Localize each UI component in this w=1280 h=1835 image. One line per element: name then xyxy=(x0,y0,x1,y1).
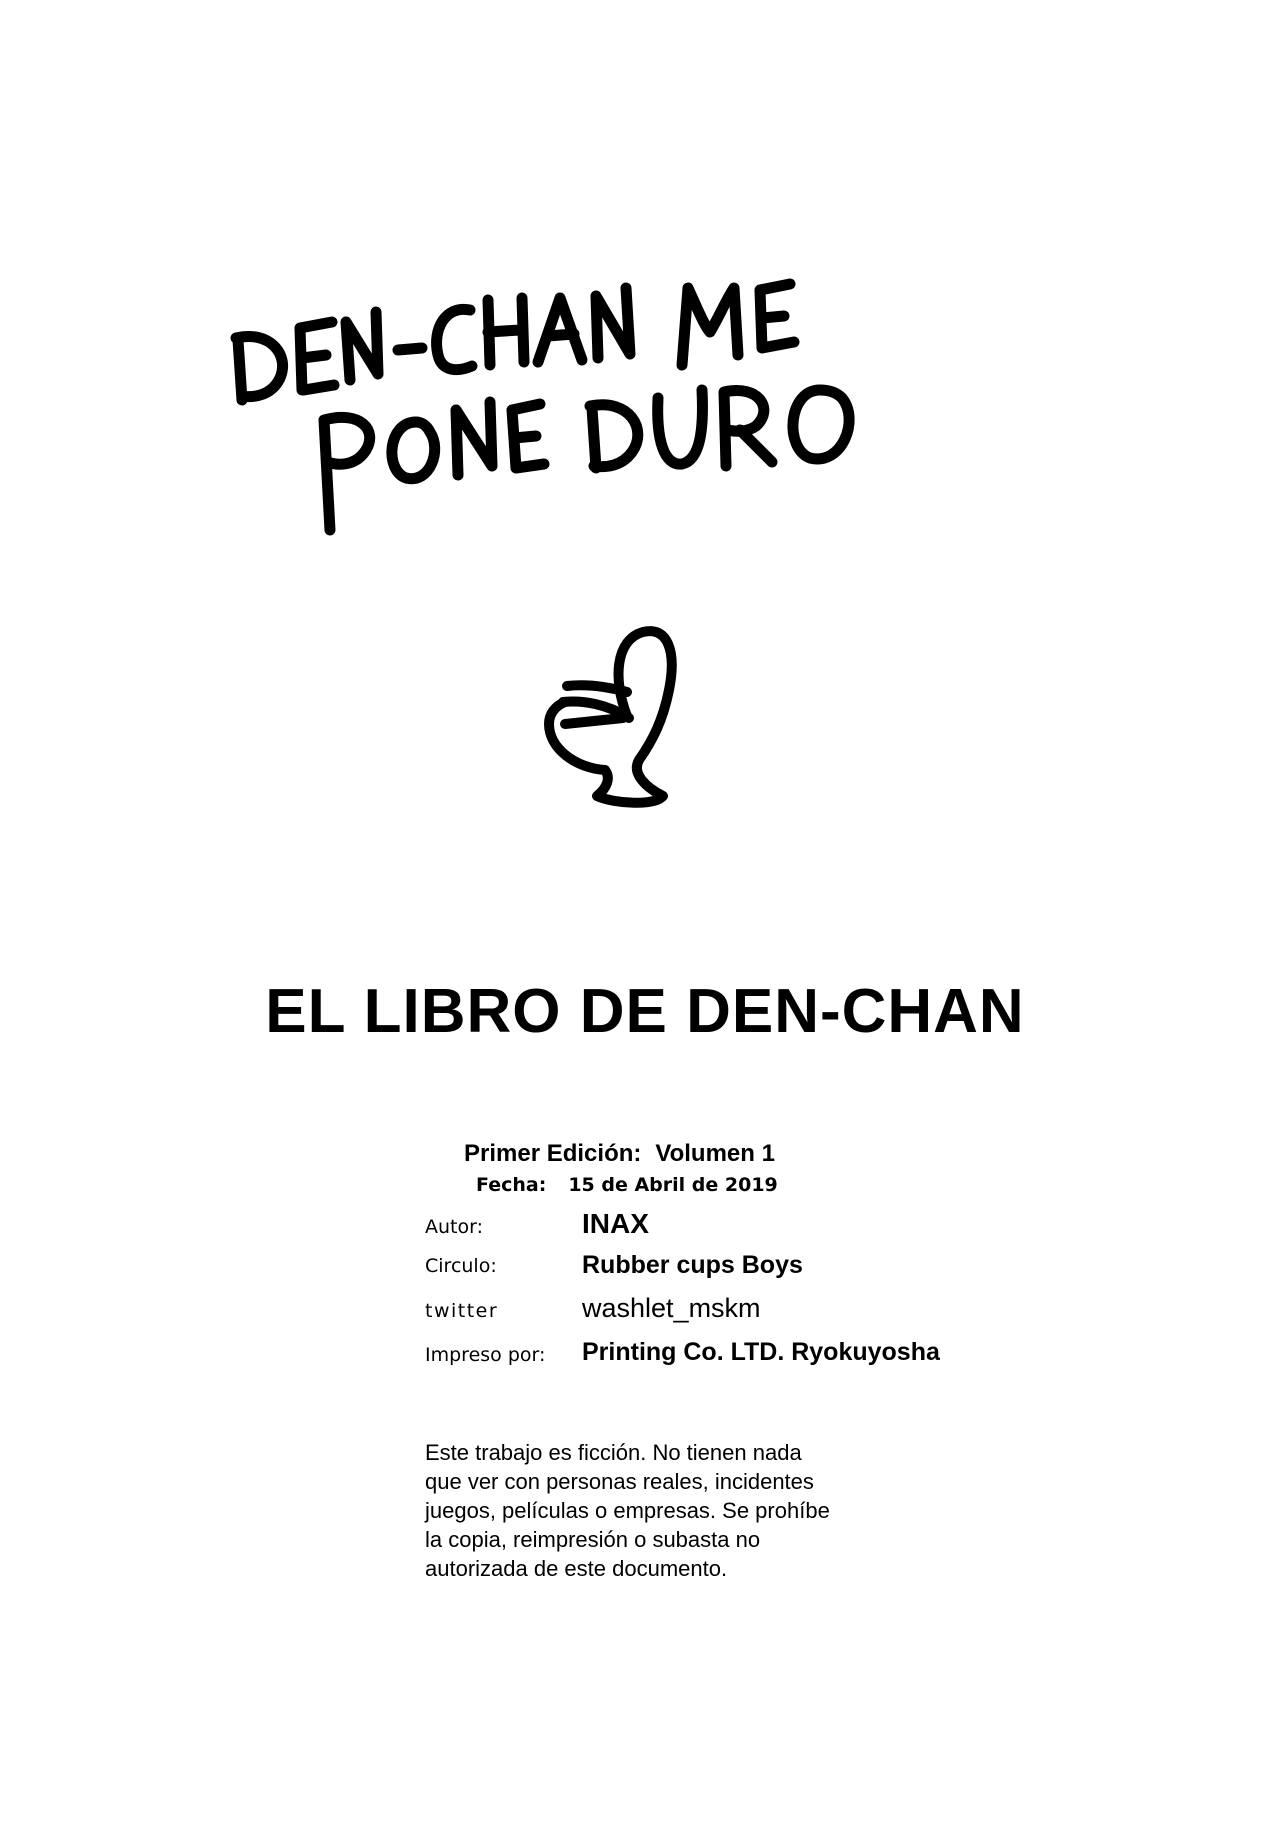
disclaimer xyxy=(425,1438,895,1583)
date-line xyxy=(476,1174,778,1196)
date-label: Fecha: xyxy=(476,1174,547,1196)
edition-line xyxy=(464,1140,775,1168)
printer-label: Impreso por: xyxy=(425,1344,546,1366)
printer-value: Printing Co. LTD. Ryokuyosha xyxy=(582,1338,940,1366)
date-value: 15 de Abril de 2019 xyxy=(568,1174,778,1196)
edition-value: Volumen 1 xyxy=(655,1140,775,1167)
edition-label: Primer Edición: xyxy=(464,1140,642,1167)
disclaimer-line: juegos, películas o empresas. Se prohíbe xyxy=(425,1498,830,1523)
circle-label: Circulo: xyxy=(425,1255,497,1277)
disclaimer-line: autorizada de este documento. xyxy=(425,1556,728,1581)
disclaimer-line: Este trabajo es ficción. No tienen nada xyxy=(425,1440,802,1465)
handwritten-title xyxy=(220,270,940,570)
twitter-label: twitter xyxy=(425,1300,499,1322)
disclaimer-line: la copia, reimpresión o subasta no xyxy=(425,1527,761,1552)
toilet-icon xyxy=(535,620,695,820)
author-label: Autor: xyxy=(425,1216,483,1238)
book-title: EL LIBRO DE DEN-CHAN xyxy=(265,977,1025,1046)
author-value: INAX xyxy=(582,1208,649,1239)
circle-value: Rubber cups Boys xyxy=(582,1251,803,1279)
twitter-value: washlet_mskm xyxy=(582,1293,761,1323)
disclaimer-line: que ver con personas reales, incidentes xyxy=(425,1469,814,1494)
